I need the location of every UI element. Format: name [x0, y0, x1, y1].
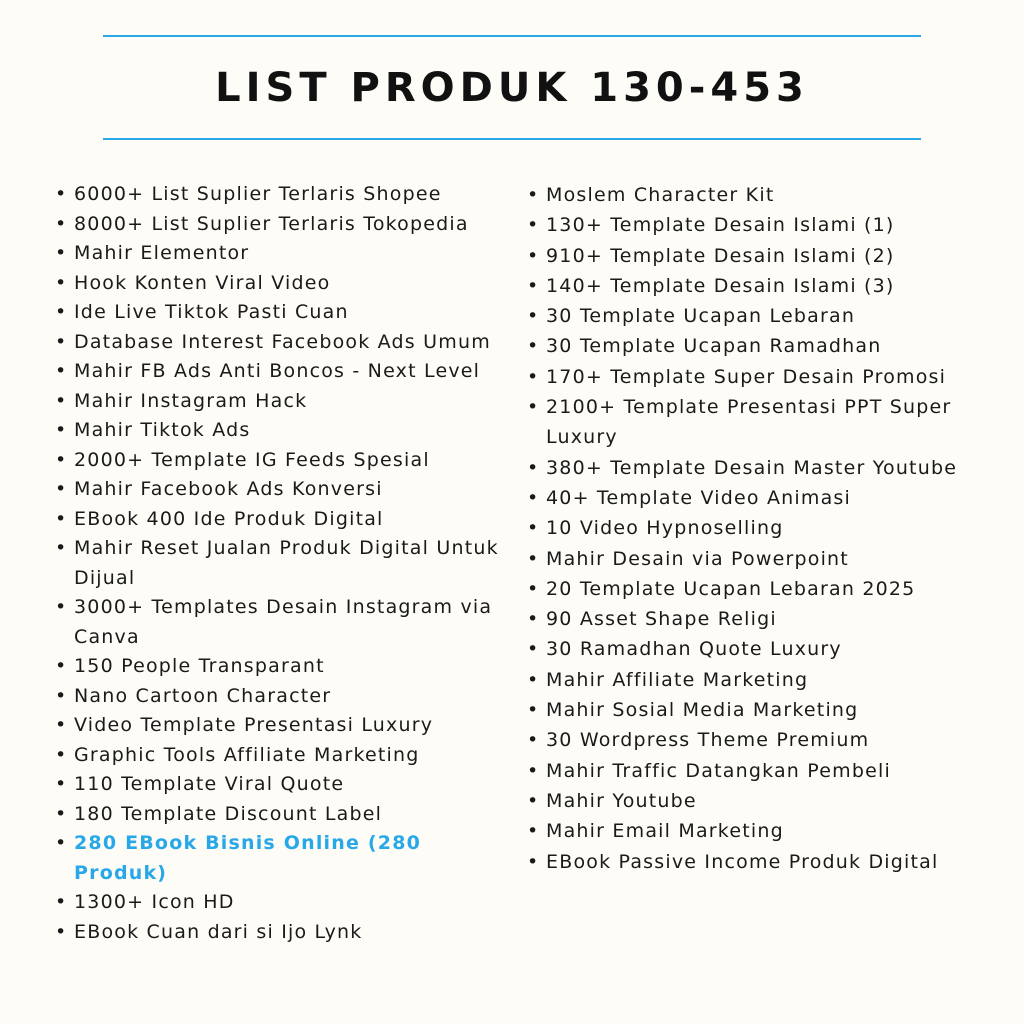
- list-item-text: Mahir FB Ads Anti Boncos - Next Level: [74, 360, 481, 382]
- list-item: [52, 298, 522, 328]
- list-item-text: 6000+ List Suplier Terlaris Shopee: [74, 183, 442, 205]
- bullet-icon: •: [527, 274, 540, 297]
- list-item-text: EBook Cuan dari si Ijo Lynk: [74, 920, 363, 943]
- list-item: [52, 387, 522, 417]
- list-item: [524, 816, 994, 846]
- list-item-text: Hook Konten Viral Video: [74, 271, 331, 294]
- list-item: [52, 505, 522, 535]
- list-item: [52, 269, 522, 299]
- list-item-text: 170+ Template Super Desain Promosi: [546, 365, 947, 388]
- list-item: [52, 711, 522, 741]
- bullet-icon: •: [527, 608, 540, 631]
- list-item-text: 20 Template Ucapan Lebaran 2025: [546, 577, 916, 600]
- bullet-icon: •: [55, 537, 68, 559]
- list-item: [524, 392, 994, 453]
- bullet-icon: •: [527, 486, 540, 509]
- list-item: [524, 331, 994, 361]
- list-item-text: Mahir Instagram Hack: [74, 389, 308, 412]
- list-item-text: 30 Template Ucapan Ramadhan: [546, 335, 882, 358]
- bottom-divider: [103, 138, 921, 140]
- list-item-text: 180 Template Discount Label: [74, 802, 383, 825]
- list-item-text: Mahir Facebook Ads Konversi: [74, 478, 383, 500]
- list-item: [52, 357, 522, 387]
- list-item: [524, 604, 994, 634]
- list-item-text: 8000+ List Suplier Terlaris Tokopedia: [74, 212, 469, 235]
- bullet-icon: •: [527, 214, 540, 237]
- list-item-text: 140+ Template Desain Islami (3): [546, 274, 895, 297]
- list-item-text: Video Template Presentasi Luxury: [74, 714, 434, 736]
- list-item: [524, 634, 994, 664]
- bullet-icon: •: [55, 183, 68, 205]
- list-item: [52, 180, 522, 210]
- list-item: [52, 210, 522, 240]
- list-item: [52, 918, 522, 948]
- bullet-icon: •: [527, 365, 540, 388]
- list-item-text: Mahir Reset Jualan Produk Digital Untuk Dijual: [74, 537, 499, 589]
- top-divider: [103, 35, 921, 37]
- bullet-icon: •: [55, 714, 68, 736]
- list-item-text: Graphic Tools Affiliate Marketing: [74, 743, 420, 766]
- bullet-icon: •: [55, 655, 68, 677]
- bullet-icon: •: [527, 789, 540, 812]
- list-item-text: Mahir Sosial Media Marketing: [546, 699, 859, 722]
- list-item-text: 3000+ Templates Desain Instagram via Canva: [74, 596, 493, 648]
- bullet-icon: •: [55, 832, 68, 854]
- list-item: [524, 756, 994, 786]
- list-item: [52, 475, 522, 505]
- list-item-text: 10 Video Hypnoselling: [546, 517, 784, 540]
- bullet-icon: •: [527, 820, 540, 843]
- bullet-icon: •: [55, 271, 68, 294]
- bullet-icon: •: [527, 729, 540, 752]
- list-item: [52, 800, 522, 830]
- bullet-icon: •: [527, 517, 540, 540]
- bullet-icon: •: [55, 802, 68, 825]
- bullet-icon: •: [527, 456, 540, 479]
- list-item: [524, 544, 994, 574]
- bullet-icon: •: [55, 920, 68, 943]
- bullet-icon: •: [55, 301, 68, 323]
- list-item-text: 30 Ramadhan Quote Luxury: [546, 638, 842, 661]
- list-item: [52, 682, 522, 712]
- list-item: [524, 241, 994, 271]
- list-item-text: Mahir Tiktok Ads: [74, 419, 251, 441]
- bullet-icon: •: [527, 759, 540, 782]
- list-item: [524, 483, 994, 513]
- list-item-text: Mahir Desain via Powerpoint: [546, 547, 849, 570]
- bullet-icon: •: [55, 212, 68, 235]
- product-list-right: [524, 180, 994, 877]
- bullet-icon: •: [55, 448, 68, 471]
- list-item-text: 90 Asset Shape Religi: [546, 608, 777, 631]
- list-item: [52, 239, 522, 269]
- bullet-icon: •: [55, 891, 68, 913]
- bullet-icon: •: [55, 360, 68, 382]
- bullet-icon: •: [527, 850, 540, 873]
- list-item: [524, 180, 994, 210]
- list-item: [52, 534, 522, 593]
- list-item-text: 110 Template Viral Quote: [74, 773, 345, 795]
- list-item: [52, 741, 522, 771]
- product-list-left: [52, 180, 522, 947]
- bullet-icon: •: [527, 699, 540, 722]
- list-item-text: 2100+ Template Presentasi PPT Super Luxury: [546, 396, 952, 449]
- list-item-text: Mahir Youtube: [546, 789, 697, 812]
- list-item: [52, 888, 522, 918]
- list-item-text: 280 EBook Bisnis Online (280 Produk): [74, 832, 422, 884]
- bullet-icon: •: [527, 184, 540, 206]
- bullet-icon: •: [55, 684, 68, 707]
- bullet-icon: •: [55, 389, 68, 412]
- list-item: [524, 453, 994, 483]
- bullet-icon: •: [55, 743, 68, 766]
- bullet-icon: •: [55, 507, 68, 530]
- list-item-text: 30 Template Ucapan Lebaran: [546, 305, 856, 328]
- list-item-text: EBook 400 Ide Produk Digital: [74, 507, 384, 530]
- bullet-icon: •: [527, 305, 540, 328]
- list-item: [52, 328, 522, 358]
- list-item: [524, 695, 994, 725]
- bullet-icon: •: [55, 478, 68, 500]
- list-item: [524, 786, 994, 816]
- list-item-text: 380+ Template Desain Master Youtube: [546, 456, 958, 479]
- list-item-text: Mahir Elementor: [74, 242, 250, 264]
- list-item: [524, 271, 994, 301]
- list-item: [524, 210, 994, 240]
- list-item: [52, 446, 522, 476]
- bullet-icon: •: [527, 335, 540, 358]
- bullet-icon: •: [527, 668, 540, 691]
- list-item-text: Nano Cartoon Character: [74, 684, 332, 707]
- list-item-text: 2000+ Template IG Feeds Spesial: [74, 448, 430, 471]
- list-item: [52, 593, 522, 652]
- list-item: [52, 652, 522, 682]
- list-item-text: 910+ Template Desain Islami (2): [546, 244, 895, 267]
- list-item: [524, 301, 994, 331]
- list-item: [52, 829, 522, 888]
- list-item-text: 130+ Template Desain Islami (1): [546, 214, 895, 237]
- list-item-text: Database Interest Facebook Ads Umum: [74, 330, 491, 353]
- list-item-text: 150 People Transparant: [74, 655, 325, 677]
- page-title: LIST PRODUK 130-453: [215, 65, 809, 111]
- list-item-text: 30 Wordpress Theme Premium: [546, 729, 870, 752]
- list-item: [52, 416, 522, 446]
- bullet-icon: •: [55, 330, 68, 353]
- list-item-text: Moslem Character Kit: [546, 184, 775, 206]
- bullet-icon: •: [527, 547, 540, 570]
- list-item-text: Mahir Email Marketing: [546, 820, 784, 843]
- list-item: [524, 362, 994, 392]
- bullet-icon: •: [527, 577, 540, 600]
- list-item-text: Mahir Affiliate Marketing: [546, 668, 809, 691]
- list-item: [524, 847, 994, 877]
- bullet-icon: •: [527, 244, 540, 267]
- list-item: [524, 665, 994, 695]
- list-item: [524, 725, 994, 755]
- bullet-icon: •: [55, 596, 68, 618]
- list-item-text: EBook Passive Income Produk Digital: [546, 850, 939, 873]
- bullet-icon: •: [527, 638, 540, 661]
- bullet-icon: •: [527, 396, 540, 419]
- list-item-text: 40+ Template Video Animasi: [546, 486, 851, 509]
- list-item-text: Ide Live Tiktok Pasti Cuan: [74, 301, 349, 323]
- list-item: [524, 513, 994, 543]
- list-item-text: Mahir Traffic Datangkan Pembeli: [546, 759, 891, 782]
- bullet-icon: •: [55, 773, 68, 795]
- list-item: [52, 770, 522, 800]
- list-item: [524, 574, 994, 604]
- list-item-text: 1300+ Icon HD: [74, 891, 235, 913]
- bullet-icon: •: [55, 242, 68, 264]
- bullet-icon: •: [55, 419, 68, 441]
